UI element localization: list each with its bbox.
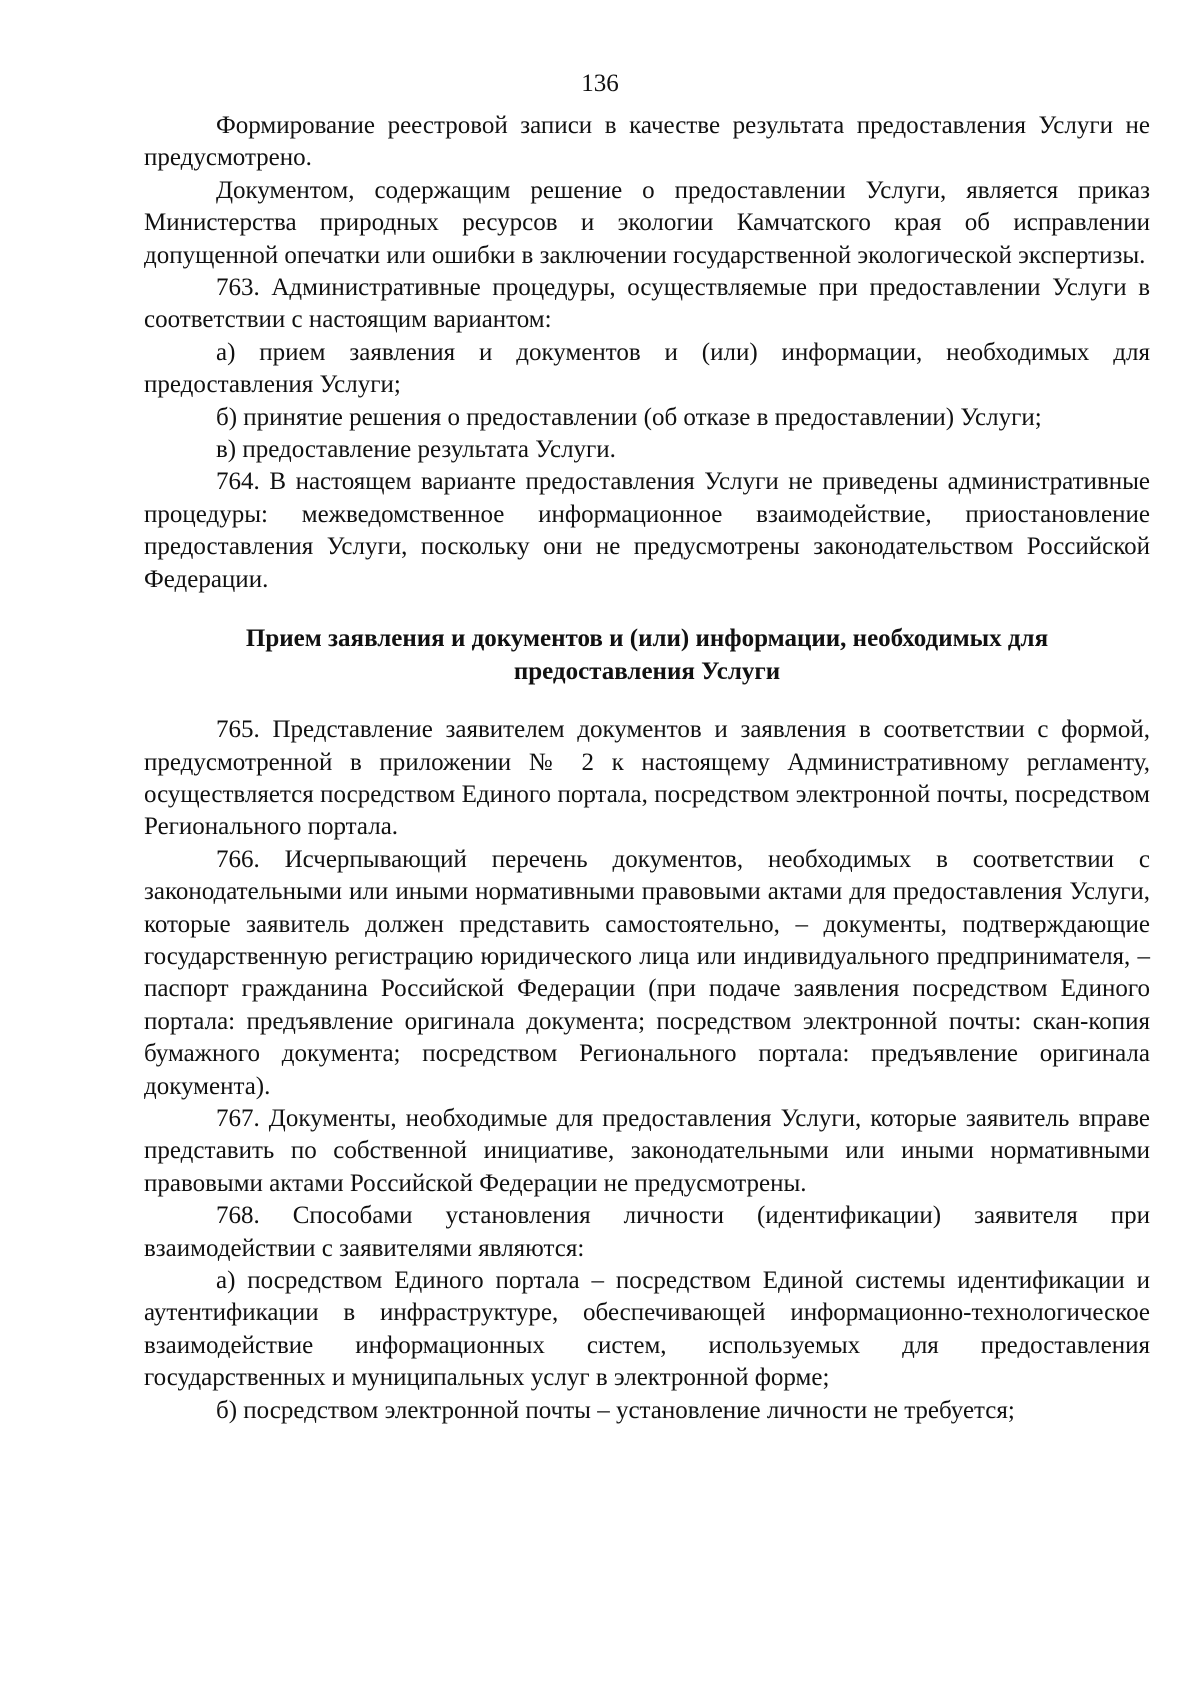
list-item-768-b: б) посредством электронной почты – установление личности не требуется; [216,1396,1015,1424]
page-number: 136 [581,70,619,97]
document-body [144,110,1150,1427]
paragraph-decision-document: Документом, содержащим решение о предоставлении Услуги, является приказ Министерства природных ресурсов и экологии Камчатского края об исправлении допущенной опечатки или ошибки в заключении государственной экологической экспертизы. [144,176,1150,269]
paragraph-764: 764. В настоящем варианте предоставления Услуги не приведены административные процедуры: межведомственное информационное взаимодействие, приостановление предоставления Услуги, поскольку они не предусмотрены законодательством Российской Федерации. [144,468,1150,593]
paragraph-765: 765. Представление заявителем документов и заявления в соответствии с формой, предусмотренной в приложении № 2 к настоящему Административному регламенту, осуществляется посредством Единого портала, посредством электронной почты, посредством Регионального портала. [144,716,1150,841]
list-item-763-c: в) предоставление результата Услуги. [216,436,616,464]
paragraph-registry-record: Формирование реестровой записи в качестве результата предоставления Услуги не предусмотрено. [144,112,1150,172]
section-heading: Прием заявления и документов и (или) информации, необходимых для предоставления Услуги [245,625,1049,686]
paragraph-768: 768. Способами установления личности (идентификации) заявителя при взаимодействии с заявителями являются: [144,1202,1150,1262]
list-item-763-b: б) принятие решения о предоставлении (об отказе в предоставлении) Услуги; [216,403,1042,431]
list-item-768-a: а) посредством Единого портала – посредством Единой системы идентификации и аутентификации в инфраструктуре, обеспечивающей информационно-технологическое взаимодействие информационных систем, используемых для предоставления государственных и муниципальных услуг в электронной форме; [144,1267,1150,1392]
paragraph-767: 767. Документы, необходимые для предоставления Услуги, которые заявитель вправе представить по собственной инициативе, законодательными или иными нормативными правовыми актами Российской Федерации не предусмотрены. [144,1104,1150,1197]
list-item-763-a: а) прием заявления и документов и (или) информации, необходимых для предоставления Услуги; [144,338,1150,399]
paragraph-763: 763. Административные процедуры, осуществляемые при предоставлении Услуги в соответствии с настоящим вариантом: [144,274,1150,334]
paragraph-766: 766. Исчерпывающий перечень документов, необходимых в соответствии с законодательными или иными нормативными правовыми актами для предоставления Услуги, которые заявитель должен представить самостоятельно, – документы, подтверждающие государственную регистрацию юридического лица или индивидуального предпринимателя, – паспорт гражданина Российской Федерации (при подаче заявления посредством Единого портала: предъявление оригинала документа; посредством электронной почты: скан-копия бумажного документа; посредством Регионального портала: предъявление оригинала документа). [144,845,1150,1100]
